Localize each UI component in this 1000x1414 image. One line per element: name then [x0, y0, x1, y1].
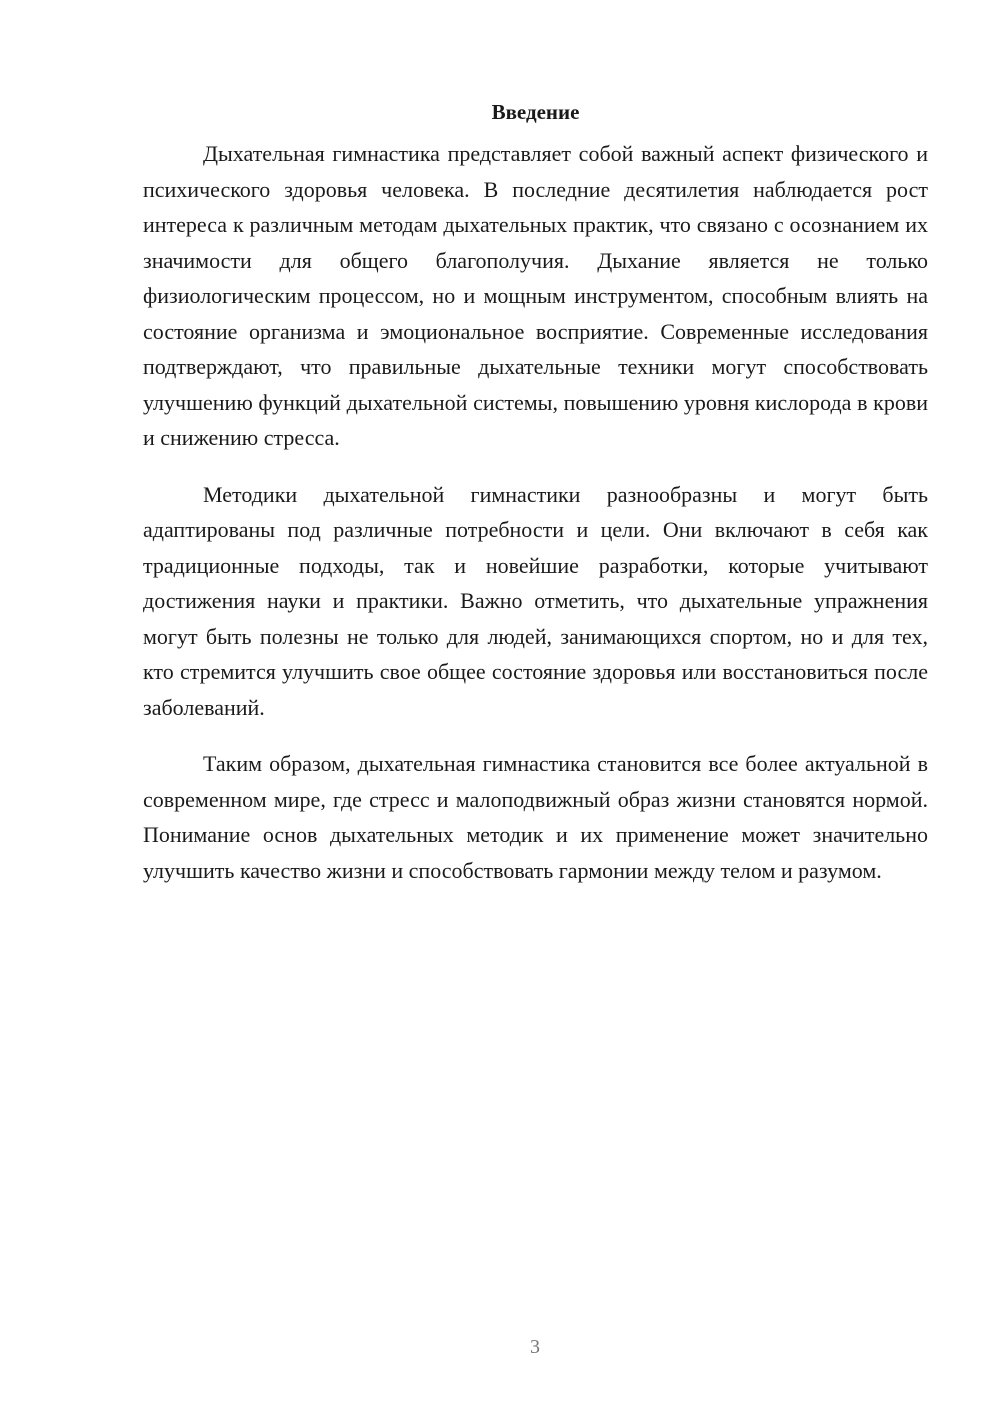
paragraph-2: Методики дыхательной гимнастики разнообразны и могут быть адаптированы под различные потребности и цели. Они включают в себя как традиционные подходы, так и новейшие разработки, которые учитывают достижения науки и практики. Важно отметить, что дыхательные упражнения могут быть полезны не только для людей, занимающихся спортом, но и для тех, кто стремится улучшить свое общее состояние здоровья или восстановиться после заболеваний. — [143, 481, 928, 720]
paragraph-1: Дыхательная гимнастика представляет собой важный аспект физического и психического здоровья человека. В последние десятилетия наблюдается рост интереса к различным методам дыхательных практик, что связано с осознанием их значимости для общего благополучия. Дыхание является не только физиологическим процессом, но и мощным инструментом, способным влиять на состояние организма и эмоциональное восприятие. Современные исследования подтверждают, что правильные дыхательные техники могут способствовать улучшению функций дыхательной системы, повышению уровня кислорода в крови и снижению стресса. — [143, 141, 928, 450]
page-heading: Введение — [491, 100, 580, 124]
page-content — [143, 98, 928, 909]
paragraph-3: Таким образом, дыхательная гимнастика становится все более актуальной в современном мире, где стресс и малоподвижный образ жизни становятся нормой. Понимание основ дыхательных методик и их применение может значительно улучшить качество жизни и способствовать гармонии между телом и разумом. — [143, 751, 928, 883]
page-number: 3 — [530, 1336, 540, 1358]
